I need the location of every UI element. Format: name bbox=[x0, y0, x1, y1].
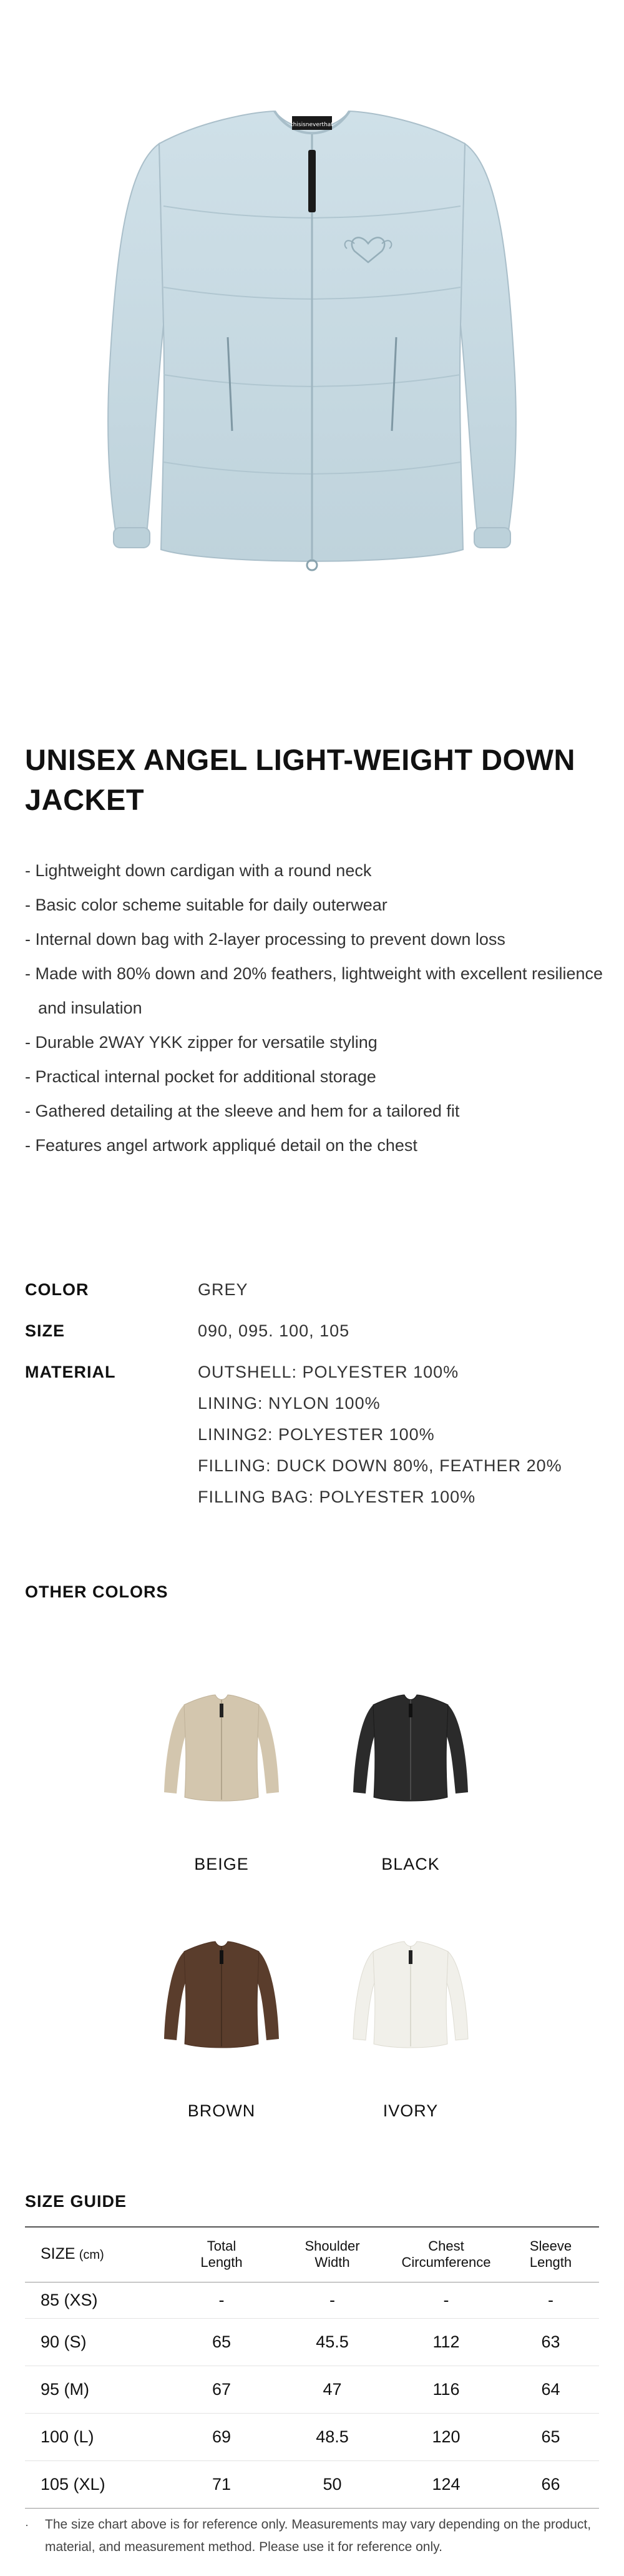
size-guide-table bbox=[25, 2226, 599, 2509]
description-item: - Practical internal pocket for additional storage bbox=[25, 1067, 376, 1086]
other-colors-title: OTHER COLORS bbox=[25, 1582, 168, 1601]
spec-material-value: FILLING BAG: POLYESTER 100% bbox=[198, 1488, 476, 1506]
spec-material-label: MATERIAL bbox=[25, 1363, 116, 1381]
size-guide-note bbox=[25, 2514, 599, 2559]
chest-cell: 116 bbox=[432, 2379, 460, 2399]
description-item: - Internal down bag with 2-layer processing to prevent down loss bbox=[25, 930, 505, 949]
total-length-cell: 67 bbox=[212, 2379, 232, 2399]
spec-row-size bbox=[25, 1315, 599, 1356]
color-option-label: BLACK bbox=[381, 1855, 440, 1873]
color-option-label: BROWN bbox=[187, 2101, 256, 2120]
total-length-cell: - bbox=[218, 2290, 225, 2309]
spec-material-value: LINING: NYLON 100% bbox=[198, 1394, 381, 1413]
color-option-brown[interactable] bbox=[147, 1933, 296, 2120]
note-text: The size chart above is for reference only. Measurements may vary depending on the product, material, and measurement method. Please use it for reference only. bbox=[45, 2517, 592, 2554]
spec-material-value: FILLING: DUCK DOWN 80%, FEATHER 20% bbox=[198, 1456, 562, 1475]
product-title: UNISEX ANGEL LIGHT-WEIGHT DOWN JACKET bbox=[25, 743, 575, 816]
chest-cell: 124 bbox=[432, 2474, 461, 2494]
color-option-label: IVORY bbox=[383, 2101, 439, 2120]
spec-color-label: COLOR bbox=[25, 1280, 89, 1299]
sleeve-cell: 63 bbox=[541, 2332, 560, 2351]
total-length-cell: 65 bbox=[212, 2332, 232, 2351]
sleeve-cell: 64 bbox=[541, 2379, 560, 2399]
ivory-jacket-thumbnail bbox=[336, 1933, 485, 2058]
spec-size-label: SIZE bbox=[25, 1321, 66, 1340]
product-spec bbox=[25, 1274, 599, 1513]
spec-row-color bbox=[25, 1274, 599, 1315]
shoulder-width-cell: - bbox=[329, 2290, 335, 2309]
shoulder-width-cell: 47 bbox=[323, 2379, 342, 2399]
size-cell: 105 (XL) bbox=[41, 2474, 105, 2494]
size-header: SIZE (cm) bbox=[41, 2245, 104, 2263]
sleeve-cell: - bbox=[548, 2290, 553, 2309]
black-jacket-thumbnail bbox=[336, 1686, 485, 1811]
sleeve-cell: 65 bbox=[541, 2427, 560, 2446]
beige-jacket-thumbnail bbox=[147, 1686, 296, 1811]
color-option-black[interactable] bbox=[336, 1686, 485, 1873]
color-option-ivory[interactable] bbox=[336, 1933, 485, 2120]
size-guide-header-row bbox=[25, 2227, 599, 2282]
color-option-label: BEIGE bbox=[194, 1855, 249, 1873]
chest-cell: 120 bbox=[432, 2427, 461, 2446]
spec-row-material bbox=[25, 1356, 599, 1513]
table-row bbox=[25, 2460, 599, 2508]
description-item-continuation: and insulation bbox=[38, 999, 142, 1017]
chest-cell: 112 bbox=[432, 2332, 460, 2351]
spec-size-value: 090, 095. 100, 105 bbox=[198, 1321, 350, 1340]
spec-color-value: GREY bbox=[198, 1280, 248, 1299]
total-length-cell: 71 bbox=[212, 2474, 232, 2494]
shoulder-width-cell: 45.5 bbox=[316, 2332, 349, 2351]
total-length-header: Total Length bbox=[200, 2238, 243, 2271]
product-description bbox=[25, 854, 612, 1163]
table-row bbox=[25, 2282, 599, 2318]
description-item: - Durable 2WAY YKK zipper for versatile styling bbox=[25, 1033, 378, 1052]
table-row bbox=[25, 2366, 599, 2413]
table-row bbox=[25, 2318, 599, 2366]
jacket-illustration bbox=[0, 0, 624, 624]
spec-material-value: LINING2: POLYESTER 100% bbox=[198, 1425, 435, 1444]
chest-cell: - bbox=[443, 2290, 449, 2309]
description-item: - Basic color scheme suitable for daily outerwear bbox=[25, 896, 388, 914]
brown-jacket-thumbnail bbox=[147, 1933, 296, 2058]
size-guide-title: SIZE GUIDE bbox=[25, 2192, 127, 2211]
description-item: - Lightweight down cardigan with a round neck bbox=[25, 861, 372, 880]
description-item: - Gathered detailing at the sleeve and hem for a tailored fit bbox=[25, 1102, 460, 1120]
size-cell: 90 (S) bbox=[41, 2332, 87, 2351]
inner-label-text: thisisneverthat bbox=[291, 122, 333, 128]
note-bullet: · bbox=[25, 2519, 29, 2531]
size-cell: 100 (L) bbox=[41, 2427, 94, 2446]
color-option-beige[interactable] bbox=[147, 1686, 296, 1873]
table-row bbox=[25, 2413, 599, 2460]
shoulder-width-header: Shoulder Width bbox=[305, 2238, 360, 2271]
product-hero-image bbox=[0, 0, 624, 624]
spec-material-value: OUTSHELL: POLYESTER 100% bbox=[198, 1363, 459, 1381]
size-cell: 95 (M) bbox=[41, 2379, 90, 2399]
sleeve-cell: 66 bbox=[541, 2474, 560, 2494]
shoulder-width-cell: 50 bbox=[323, 2474, 342, 2494]
description-item: - Made with 80% down and 20% feathers, lightweight with excellent resilience bbox=[25, 964, 603, 983]
chest-circumference-header: Chest Circumference bbox=[401, 2238, 491, 2271]
shoulder-width-cell: 48.5 bbox=[316, 2427, 349, 2446]
sleeve-length-header: Sleeve Length bbox=[529, 2238, 572, 2271]
size-cell: 85 (XS) bbox=[41, 2290, 98, 2309]
total-length-cell: 69 bbox=[212, 2427, 232, 2446]
description-item: - Features angel artwork appliqué detail on the chest bbox=[25, 1136, 417, 1155]
